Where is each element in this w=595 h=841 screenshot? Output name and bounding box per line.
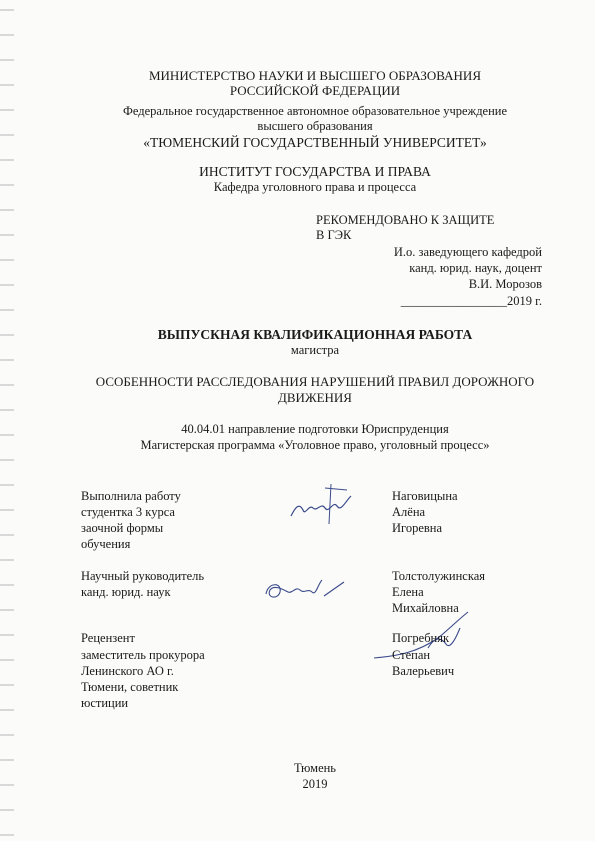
university-name: «ТЮМЕНСКИЙ ГОСУДАРСТВЕННЫЙ УНИВЕРСИТЕТ» <box>143 135 487 150</box>
year-label: 2019 <box>302 777 328 791</box>
department-name: Кафедра уголовного права и процесса <box>213 180 417 194</box>
degree-label: магистра <box>290 343 340 357</box>
recommended-line1: РЕКОМЕНДОВАНО К ЗАЩИТЕ <box>316 213 495 227</box>
federation-line: РОССИЙСКОЙ ФЕДЕРАЦИИ <box>229 83 401 98</box>
institution-type-line: Федеральное государственное автономное образовательное учреждение <box>122 104 508 118</box>
author-signature <box>285 482 365 528</box>
head-degree: канд. юрид. наук, доцент <box>409 261 542 275</box>
document-page: МИНИСТЕРСТВО НАУКИ И ВЫСШЕГО ОБРАЗОВАНИЯ РОССИЙСКОЙ ФЕДЕРАЦИИ Федеральное государственное автономное образовательное учреждение высшего образования «ТЮМЕНСКИЙ ГОСУДАРСТВЕННЫЙ УНИВЕРСИТЕТ» ИНСТИТУТ ГОСУДАРСТВА И ПРАВА Кафедра уголовного права и процесса РЕКОМЕНДОВАНО К ЗАЩИТЕ В ГЭК И.о. заведующего кафедрой канд. юрид. наук, доцент В.И. Морозов _________________2019 г. ВЫПУСКНАЯ КВАЛИФИКАЦИОННАЯ РАБОТА магистра ОСОБЕННОСТИ РАССЛЕДОВАНИЯ НАРУШЕНИЙ ПРАВИЛ ДОРОЖНОГО ДВИЖЕНИЯ 40.04.01 направление подготовки Юриспруденция Магистерская программа «Уголовное право, уголовный процесс» Выполнила работу студентка 3 курса заочной формы обучения Наговицына Алёна Игоревна Научный руководитель канд. юрид. наук Толстолужинская Елена Михайловна Рецензент заместитель прокурора Ленинского АО г. Тюмени, советник юстиции Погребняк Степан Валерьевич Тюмень 2019 <box>0 0 595 841</box>
institute-name: ИНСТИТУТ ГОСУДАРСТВА И ПРАВА <box>199 164 431 179</box>
city-label: Тюмень <box>293 761 337 775</box>
work-type: ВЫПУСКНАЯ КВАЛИФИКАЦИОННАЯ РАБОТА <box>157 327 473 342</box>
topic-line1: ОСОБЕННОСТИ РАССЛЕДОВАНИЯ НАРУШЕНИЙ ПРАВИЛ ДОРОЖНОГО <box>95 374 535 389</box>
supervisor-signature <box>262 572 352 606</box>
recommended-line2: В ГЭК <box>316 228 352 242</box>
education-level-line: высшего образования <box>257 119 373 133</box>
program-line: Магистерская программа «Уголовное право, уголовный процесс» <box>140 438 490 452</box>
head-name: В.И. Морозов <box>468 277 542 291</box>
approval-date-line: _________________2019 г. <box>400 294 542 308</box>
head-title: И.о. заведующего кафедрой <box>393 245 542 259</box>
direction-line: 40.04.01 направление подготовки Юриспруденция <box>181 422 449 436</box>
ministry-line: МИНИСТЕРСТВО НАУКИ И ВЫСШЕГО ОБРАЗОВАНИЯ <box>148 68 481 83</box>
topic-line2: ДВИЖЕНИЯ <box>278 390 352 405</box>
binding-edge-marks <box>0 0 14 841</box>
